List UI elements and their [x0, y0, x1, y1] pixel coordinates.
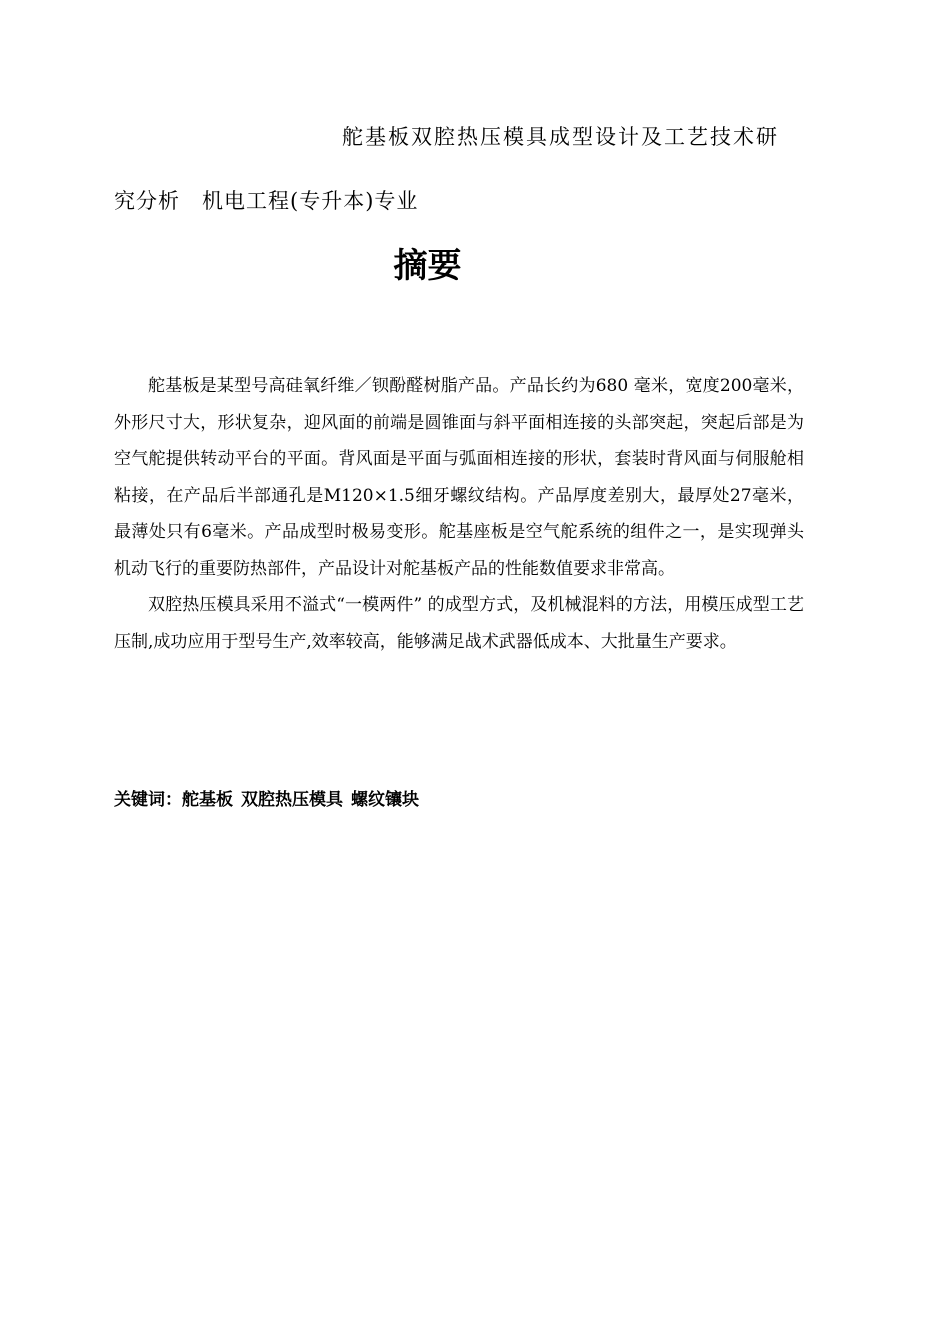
keyword-item: 螺纹镶块: [351, 790, 419, 810]
abstract-body: [114, 368, 804, 660]
thesis-title-line-1: 舵基板双腔热压模具成型设计及工艺技术研: [342, 125, 779, 149]
major-label: 机电工程(专升本)专业: [202, 189, 419, 213]
abstract-paragraph-1: 舵基板是某型号高硅氧纤维／钡酚醛树脂产品。产品长约为680 毫米，宽度200毫米，外形尺寸大，形状复杂，迎风面的前端是圆锥面与斜平面相连接的头部突起，突起后部是为空气舵提供转动平台的平面。背风面是平面与弧面相连接的形状，套装时背风面与伺服舱相粘接，在产品后半部通孔是M120×1.5细牙螺纹结构。产品厚度差别大，最厚处27毫米，最薄处只有6毫米。产品成型时极易变形。舵基座板是空气舵系统的组件之一，是实现弹头机动飞行的重要防热部件，产品设计对舵基板产品的性能数值要求非常高。: [114, 376, 804, 579]
abstract-paragraph-2: 双腔热压模具采用不溢式“一模两件” 的成型方式，及机械混料的方法，用模压成型工艺压制,成功应用于型号生产,效率较高，能够满足战术武器低成本、大批量生产要求。: [114, 595, 804, 652]
keywords-line: [114, 785, 427, 810]
keywords-label: 关键词：: [114, 790, 182, 810]
abstract-heading: 摘要: [393, 246, 462, 286]
thesis-title-line-2: [114, 185, 418, 215]
keyword-item: 双腔热压模具: [241, 790, 343, 810]
thesis-title-continuation: 究分析: [114, 189, 180, 213]
keyword-item: 舵基板: [182, 790, 233, 810]
